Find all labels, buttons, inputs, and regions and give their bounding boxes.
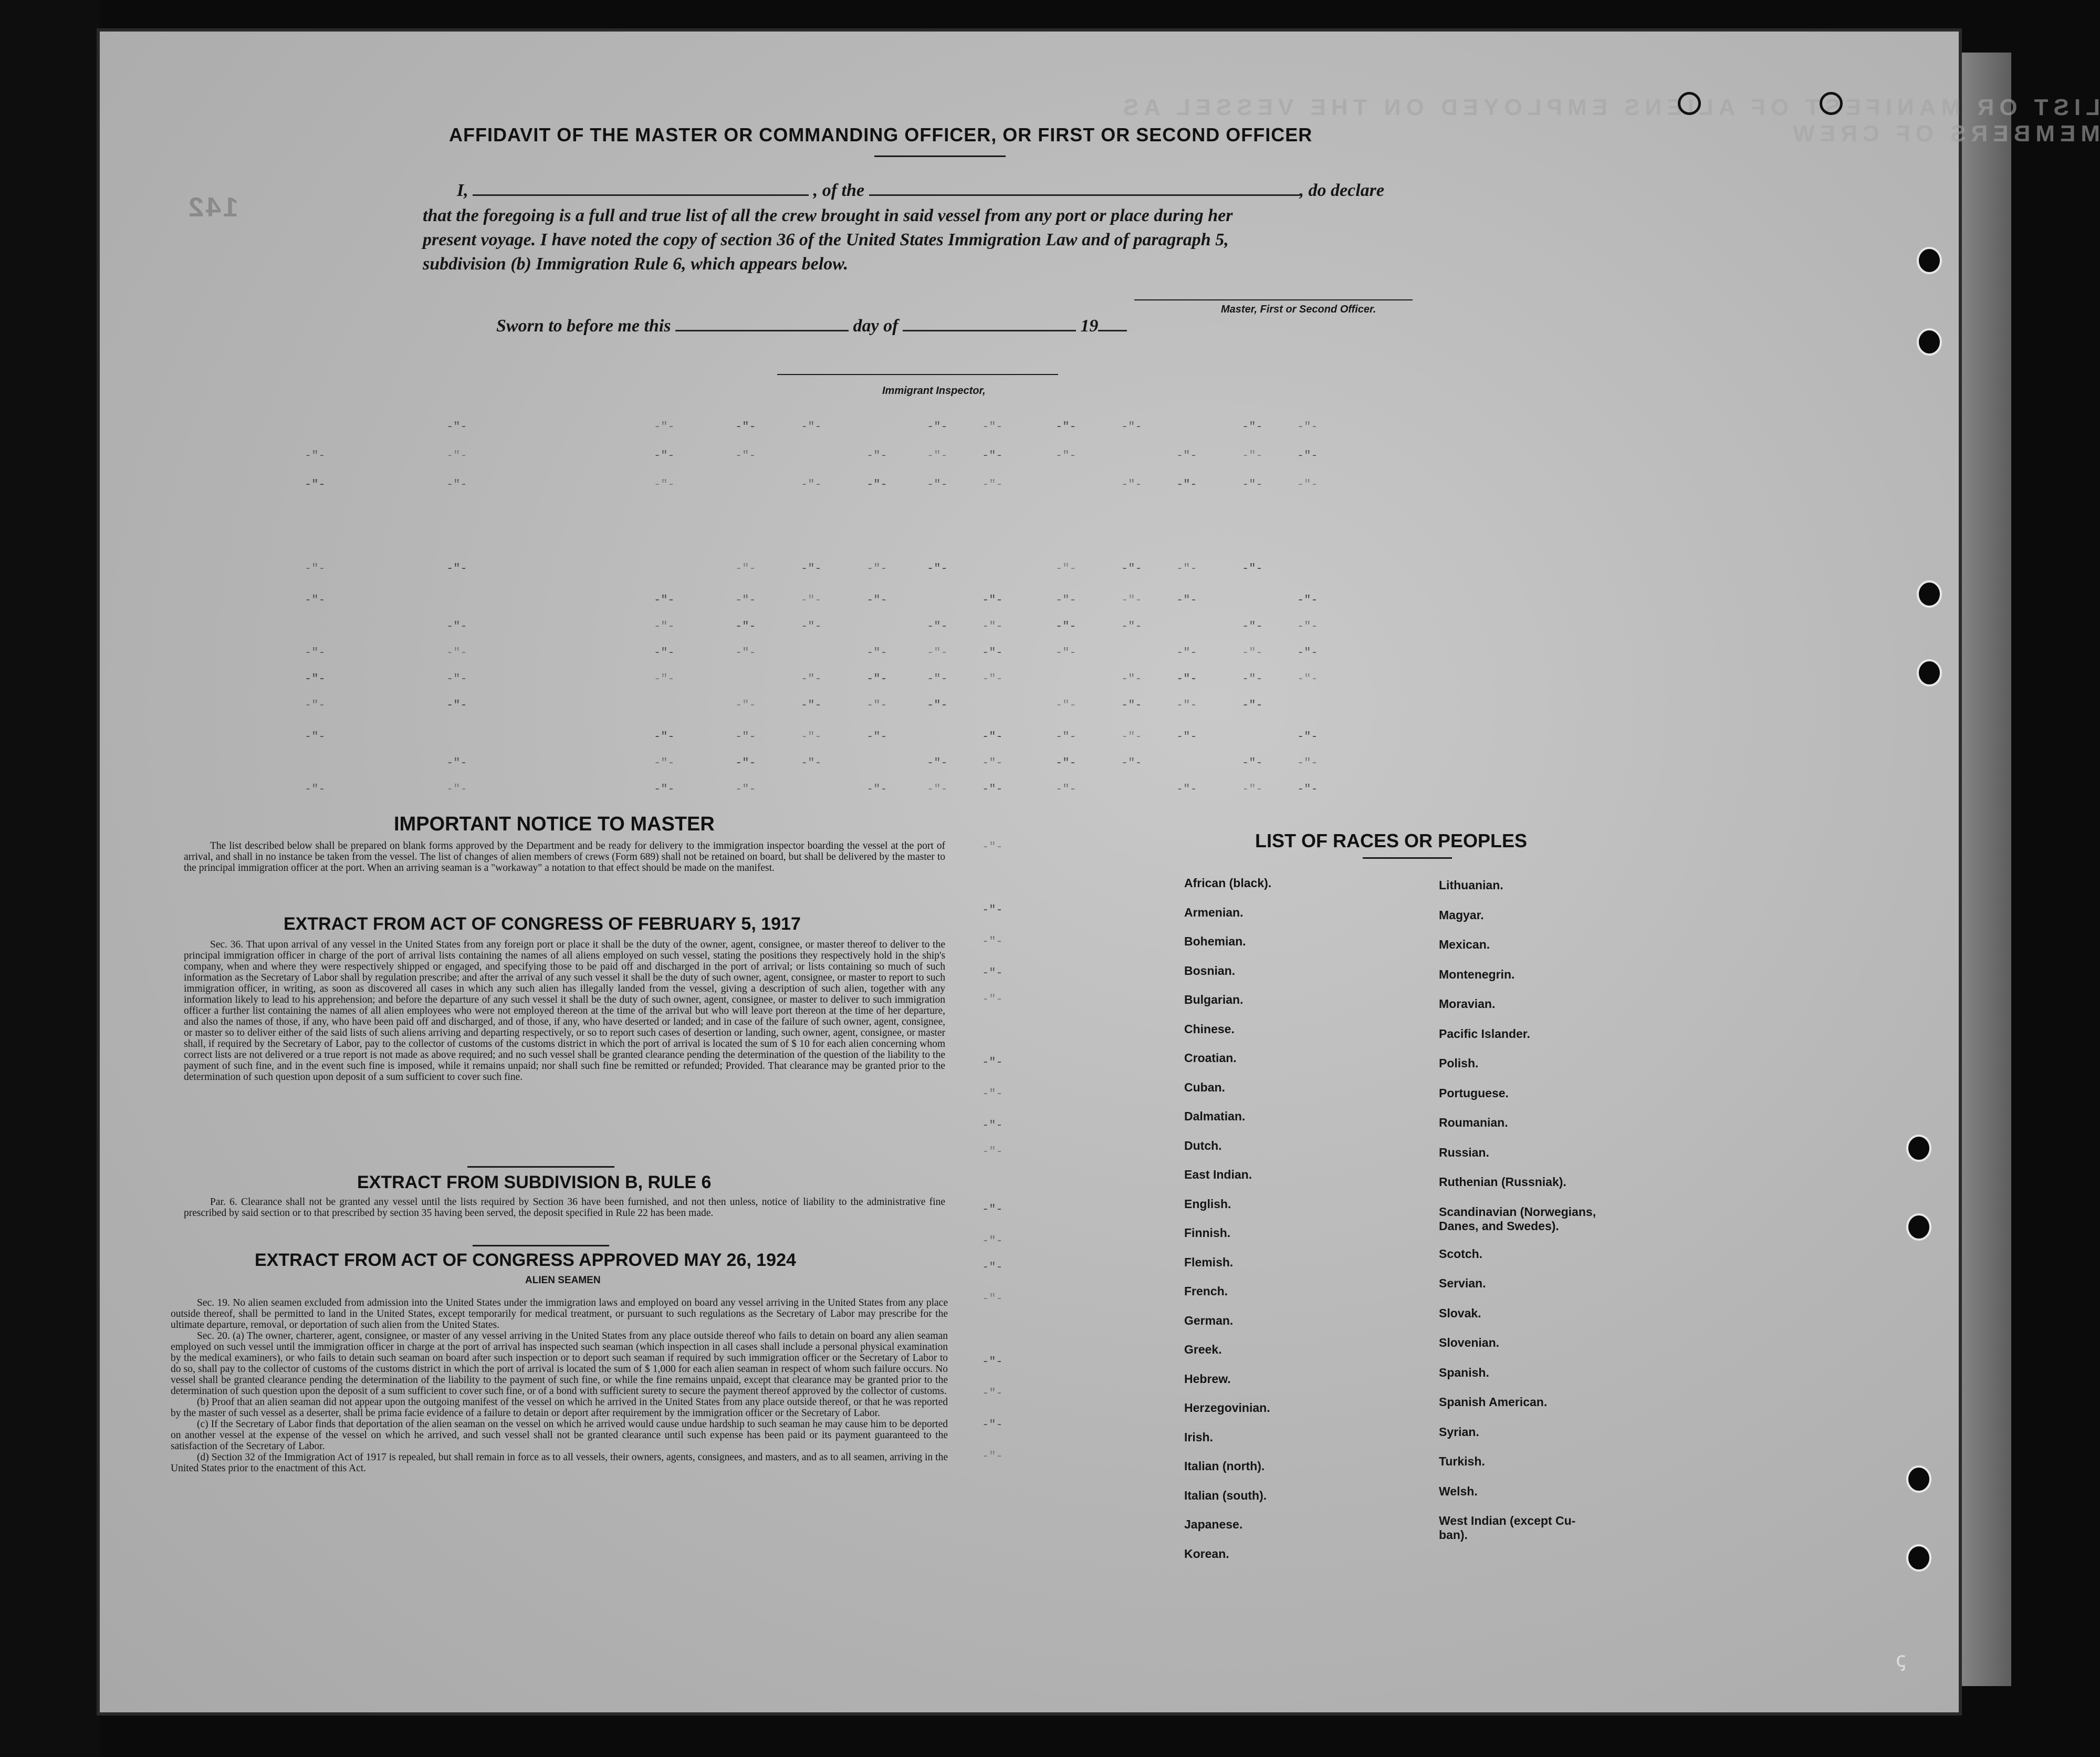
notice-text bbox=[184, 840, 945, 874]
race-entry: Dalmatian. bbox=[1184, 1109, 1246, 1123]
ditto-mark: -"- bbox=[1176, 478, 1197, 491]
ditto-mark: -"- bbox=[305, 730, 326, 743]
binder-hole bbox=[1917, 247, 1942, 274]
declaration-first-line bbox=[457, 179, 1418, 203]
ditto-mark: -"- bbox=[1121, 756, 1142, 770]
ditto-mark: -"- bbox=[735, 620, 756, 633]
year-prefix: 19 bbox=[1080, 316, 1099, 336]
ditto-mark: -"- bbox=[1176, 699, 1197, 712]
ditto-mark: -"- bbox=[305, 699, 326, 712]
race-entry: German. bbox=[1184, 1313, 1234, 1327]
race-entry: Mexican. bbox=[1439, 938, 1490, 951]
binder-hole bbox=[1906, 1544, 1931, 1572]
ditto-mark: -"- bbox=[654, 730, 675, 743]
ditto-mark: -"- bbox=[982, 1387, 1003, 1400]
alien-seamen-subtitle: ALIEN SEAMEN bbox=[525, 1275, 601, 1286]
ditto-mark: -"- bbox=[866, 478, 887, 491]
ditto-mark: -"- bbox=[866, 672, 887, 685]
declarant-label: I, bbox=[457, 181, 468, 200]
ditto-mark: -"- bbox=[982, 1234, 1003, 1247]
declarant-name-blank[interactable] bbox=[473, 180, 809, 196]
inspector-caption: Immigrant Inspector, bbox=[882, 385, 986, 397]
binder-ring-mark bbox=[1678, 92, 1701, 115]
ditto-mark: -"- bbox=[446, 478, 467, 491]
ditto-mark: -"- bbox=[446, 783, 467, 796]
binder-hole bbox=[1906, 1465, 1931, 1493]
ditto-mark: -"- bbox=[1056, 783, 1077, 796]
title-underline bbox=[874, 155, 1006, 157]
ditto-mark: -"- bbox=[982, 1261, 1003, 1274]
ditto-mark: -"- bbox=[305, 478, 326, 491]
ditto-mark: -"- bbox=[654, 783, 675, 796]
ditto-mark: -"- bbox=[927, 756, 948, 770]
ditto-mark: -"- bbox=[801, 594, 822, 607]
master-signature-line bbox=[1134, 299, 1413, 300]
race-entry: Italian (north). bbox=[1184, 1459, 1265, 1473]
ditto-mark: -"- bbox=[1121, 594, 1142, 607]
race-entry: ban). bbox=[1439, 1528, 1468, 1542]
section-divider bbox=[473, 1245, 609, 1246]
ditto-mark: -"- bbox=[982, 594, 1003, 607]
race-entry: Finnish. bbox=[1184, 1226, 1231, 1240]
ditto-mark: -"- bbox=[866, 449, 887, 462]
ditto-mark: -"- bbox=[866, 646, 887, 659]
race-entry: West Indian (except Cu- bbox=[1439, 1514, 1576, 1527]
show-through-margin-number: 142 bbox=[186, 192, 238, 223]
ditto-mark: -"- bbox=[1056, 699, 1077, 712]
ditto-mark: -"- bbox=[1297, 730, 1318, 743]
ditto-mark: -"- bbox=[982, 966, 1003, 980]
ditto-mark: -"- bbox=[446, 756, 467, 770]
ditto-mark: -"- bbox=[982, 935, 1003, 948]
race-entry: Magyar. bbox=[1439, 908, 1484, 922]
ditto-mark: -"- bbox=[982, 730, 1003, 743]
declaration-text bbox=[423, 204, 1420, 276]
ditto-mark: -"- bbox=[866, 594, 887, 607]
ditto-mark: -"- bbox=[654, 646, 675, 659]
ditto-mark: -"- bbox=[1242, 478, 1263, 491]
ditto-mark: -"- bbox=[982, 1292, 1003, 1305]
ditto-mark: -"- bbox=[982, 672, 1003, 685]
corner-mark: ꞔ bbox=[1896, 1648, 1906, 1671]
ditto-mark: -"- bbox=[1297, 449, 1318, 462]
race-entry: Russian. bbox=[1439, 1145, 1489, 1159]
ditto-mark: -"- bbox=[982, 478, 1003, 491]
ditto-mark: -"- bbox=[1297, 420, 1318, 433]
section-20d-paragraph: (d) Section 32 of the Immigration Act of 1917 is repealed, but shall remain in force as to all vessels, their owners, agents, consignees, and masters, and as to all seamen, arriving in the United States prior to the enactment of this Act. bbox=[171, 1452, 948, 1474]
day-of-label: day of bbox=[853, 316, 898, 336]
race-entry: Ruthenian (Russniak). bbox=[1439, 1175, 1566, 1189]
ditto-mark: -"- bbox=[1121, 699, 1142, 712]
binder-hole bbox=[1917, 580, 1942, 608]
race-entry: Hebrew. bbox=[1184, 1371, 1231, 1386]
race-entry: Lithuanian. bbox=[1439, 878, 1503, 892]
binder-hole bbox=[1917, 659, 1942, 687]
extract-1924-title: EXTRACT FROM ACT OF CONGRESS APPROVED MAY 26, 1924 bbox=[255, 1250, 796, 1270]
ditto-mark: -"- bbox=[735, 783, 756, 796]
ditto-mark: -"- bbox=[446, 672, 467, 685]
ditto-mark: -"- bbox=[982, 783, 1003, 796]
ditto-mark: -"- bbox=[982, 1056, 1003, 1069]
ditto-mark: -"- bbox=[982, 420, 1003, 433]
race-entry: English. bbox=[1184, 1197, 1231, 1211]
ditto-mark: -"- bbox=[801, 562, 822, 575]
race-entry: Servian. bbox=[1439, 1276, 1486, 1290]
ditto-mark: -"- bbox=[982, 1203, 1003, 1216]
ditto-mark: -"- bbox=[801, 620, 822, 633]
sworn-day-blank[interactable] bbox=[675, 315, 849, 331]
sworn-line bbox=[496, 314, 1127, 338]
ditto-mark: -"- bbox=[927, 478, 948, 491]
ditto-mark: -"- bbox=[654, 449, 675, 462]
section-19-paragraph: Sec. 19. No alien seamen excluded from admission into the United States under the immigration laws and employed on board any vessel arriving in the United States from any place outside thereof, shall be permitted to land in the United States, except temporarily for medical treatment, or pursuant to such regulations as the Secretary of Labor may prescribe for the ultimate departure, removal, or deportation of such alien from the United States. bbox=[171, 1297, 948, 1330]
ditto-mark: -"- bbox=[735, 756, 756, 770]
race-entry: Korean. bbox=[1184, 1546, 1229, 1561]
ditto-mark: -"- bbox=[982, 1145, 1003, 1158]
ditto-mark: -"- bbox=[801, 672, 822, 685]
ditto-mark: -"- bbox=[305, 449, 326, 462]
race-entry: East Indian. bbox=[1184, 1168, 1252, 1181]
extract-1917-title: EXTRACT FROM ACT OF CONGRESS OF FEBRUARY 5, 1917 bbox=[284, 914, 801, 934]
ditto-mark: -"- bbox=[1176, 449, 1197, 462]
ditto-mark: -"- bbox=[982, 1119, 1003, 1132]
section-20b-paragraph: (b) Proof that an alien seaman did not appear upon the outgoing manifest of the vessel on which he arrived in the United States from any place outside thereof, or that he was reported by the master of such vessel as a deserter, shall be prima facie evidence of a failure to detain or deport after requirement by the immigration officer or the Secretary of Labor. bbox=[171, 1397, 948, 1419]
ditto-mark: -"- bbox=[1242, 562, 1263, 575]
race-entry: Scotch. bbox=[1439, 1246, 1483, 1261]
notice-paragraph: The list described below shall be prepared on blank forms approved by the Department and be ready for delivery to the immigration inspector boarding the vessel at the port of arrival, and shall in no instance be taken from the vessel. The list of changes of alien members of crews (Form 689) shall not be retained on board, but shall be delivered by the master to the principal immigration officer at the port. When an arriving seaman is a "workaway" a notation to that effect should be made on the manifest. bbox=[184, 840, 945, 874]
scanner-background-left bbox=[0, 0, 100, 1757]
declaration-line: that the foregoing is a full and true list of all the crew brought in said vessel from any port or place during her bbox=[423, 206, 1233, 225]
ditto-mark: -"- bbox=[735, 449, 756, 462]
sworn-month-blank[interactable] bbox=[903, 315, 1076, 331]
ditto-mark: -"- bbox=[735, 562, 756, 575]
race-entry: Montenegrin. bbox=[1439, 967, 1515, 981]
ditto-mark: -"- bbox=[982, 1087, 1003, 1100]
ditto-mark: -"- bbox=[446, 646, 467, 659]
race-entry: Roumanian. bbox=[1439, 1116, 1508, 1129]
ditto-mark: -"- bbox=[446, 620, 467, 633]
ditto-mark: -"- bbox=[982, 903, 1003, 917]
ditto-mark: -"- bbox=[1297, 756, 1318, 770]
ditto-mark: -"- bbox=[1121, 730, 1142, 743]
ditto-mark: -"- bbox=[982, 1418, 1003, 1431]
sworn-year-blank[interactable] bbox=[1098, 315, 1127, 331]
ditto-mark: -"- bbox=[1297, 672, 1318, 685]
ditto-mark: -"- bbox=[801, 420, 822, 433]
race-entry: Welsh. bbox=[1439, 1484, 1478, 1498]
section-20a-paragraph: Sec. 20. (a) The owner, charterer, agent, consignee, or master of any vessel arriving in the United States from any place outside thereof who fails to detain on board any alien seaman employed on such vessel until the immigration officer in charge at the port of arrival has inspected such seaman (which inspection in all cases shall include a personal physical examination by the medical examiners), or who fails to detain such seaman on board after such inspection or to deport such seaman if required by such immigration officer or the Secretary of Labor to do so, shall pay to the collector of customs of the customs district in which the port of arrival is located the sum of $ 1,000 for each alien seaman in respect of whom such failure occurs. No vessel shall be granted clearance pending the determination of the liability to the payment of such fine, or while the fine remains unpaid, except that clearance may be granted prior to the determination of such question upon the deposit of a sum sufficient to cover such fine, or of a bond with sufficient surety to secure the payment thereof approved by the collector of customs. bbox=[171, 1330, 948, 1397]
race-entry: Flemish. bbox=[1184, 1255, 1234, 1269]
ditto-mark: -"- bbox=[446, 420, 467, 433]
race-entry: Bohemian. bbox=[1184, 934, 1246, 948]
ditto-mark: -"- bbox=[1121, 562, 1142, 575]
ditto-mark: -"- bbox=[735, 730, 756, 743]
races-title-underline bbox=[1363, 857, 1452, 859]
ditto-mark: -"- bbox=[927, 420, 948, 433]
ditto-mark: -"- bbox=[654, 756, 675, 770]
binder-hole bbox=[1906, 1213, 1931, 1241]
ditto-mark: -"- bbox=[446, 562, 467, 575]
ditto-mark: -"- bbox=[305, 672, 326, 685]
declaration-line: present voyage. I have noted the copy of section 36 of the United States Immigration Law and of paragraph 5, bbox=[423, 230, 1229, 249]
ditto-mark: -"- bbox=[927, 449, 948, 462]
ditto-mark: -"- bbox=[305, 783, 326, 796]
ditto-mark: -"- bbox=[654, 420, 675, 433]
binder-hole bbox=[1906, 1135, 1931, 1162]
ditto-mark: -"- bbox=[1176, 730, 1197, 743]
races-list-title: LIST OF RACES OR PEOPLES bbox=[1255, 830, 1528, 851]
race-entry: Slovak. bbox=[1439, 1306, 1481, 1320]
ditto-mark: -"- bbox=[1242, 620, 1263, 633]
ditto-mark: -"- bbox=[866, 783, 887, 796]
section-20c-paragraph: (c) If the Secretary of Labor finds that deportation of the alien seaman on the vessel on which he arrived would cause undue hardship to such seaman he may cause him to be deported on another vessel at the expense of the vessel on which he arrived, and such vessel shall not be granted clearance until such expense has been paid or its payment guaranteed to the satisfaction of the Secretary of Labor. bbox=[171, 1419, 948, 1452]
ditto-mark: -"- bbox=[305, 594, 326, 607]
ditto-mark: -"- bbox=[1242, 699, 1263, 712]
ditto-mark: -"- bbox=[1056, 449, 1077, 462]
ditto-mark: -"- bbox=[1242, 449, 1263, 462]
race-entry: Syrian. bbox=[1439, 1425, 1479, 1439]
ditto-mark: -"- bbox=[1056, 620, 1077, 633]
ditto-mark: -"- bbox=[801, 478, 822, 491]
ditto-mark: -"- bbox=[1242, 756, 1263, 770]
section-36-paragraph: Sec. 36. That upon arrival of any vessel in the United States from any foreign port or place it shall be the duty of the owner, agent, consignee, or master thereof to deliver to the principal immigration officer in charge of the port of arrival lists containing the names of all aliens employed on such vessel, stating the positions they respectively hold in the ship's company, when and where they were respectively shipped or engaged, and specifying those to be paid off and discharged in the port of arrival; or lists containing so much of such information as the Secretary of Labor shall by regulation prescribe; and after the arrival of any such vessel it shall be the duty of such owner, agent, consignee, or master to report to such immigration officer, in writing, as soon as discovered all cases in which any such alien has illegally landed from the vessel, giving a description of such alien, together with any information likely to lead to his apprehension; and before the departure of any such vessel it shall be the duty of such owner, agent, consignee, or master to deliver to such immigration officer a further list containing the names of all alien employees who were not employed thereon at the time of the arrival but who will leave port thereon at the time of her departure, and also the names of those, if any, who have been paid off and discharged, and of those, if any, who have deserted or landed; and in case of the failure of such owner, agent, consignee, or master so to deliver either of the said lists of such aliens arriving and departing respectively, or so to report such cases of desertion or landing, such owner, agent, consignee, or master shall, if required by the Secretary of Labor, pay to the collector of customs of the customs district in which the port of arrival is located the sum of $ 10 for each alien concerning whom correct lists are not delivered or a true report is not made as above required; and no such vessel shall be granted clearance pending the determination of the question of the liability to the payment of such fine, and in the event such fine is imposed, while it remains unpaid; nor shall such fine be remitted or refunded; Provided. That clearance may be granted prior to the determination of such question upon deposit of a sum sufficient to cover such fine. bbox=[184, 939, 945, 1083]
rule-6-title: EXTRACT FROM SUBDIVISION B, RULE 6 bbox=[357, 1172, 712, 1192]
race-entry: Polish. bbox=[1439, 1056, 1479, 1070]
ditto-mark: -"- bbox=[982, 449, 1003, 462]
show-through-header: LIST OR MANIFEST OF ALIENS EMPLOYED ON THE VESSEL AS MEMBERS OF CREW bbox=[1117, 95, 2100, 147]
ditto-mark: -"- bbox=[801, 699, 822, 712]
ditto-mark: -"- bbox=[801, 756, 822, 770]
ditto-mark: -"- bbox=[982, 993, 1003, 1006]
race-entry: French. bbox=[1184, 1284, 1228, 1298]
notice-title: IMPORTANT NOTICE TO MASTER bbox=[394, 813, 715, 835]
ditto-mark: -"- bbox=[305, 562, 326, 575]
ditto-mark: -"- bbox=[1121, 420, 1142, 433]
ditto-mark: -"- bbox=[654, 620, 675, 633]
ditto-mark: -"- bbox=[982, 646, 1003, 659]
ditto-mark: -"- bbox=[982, 756, 1003, 770]
ditto-mark: -"- bbox=[654, 594, 675, 607]
binder-hole bbox=[1917, 328, 1942, 356]
ditto-mark: -"- bbox=[1056, 756, 1077, 770]
ditto-mark: -"- bbox=[446, 449, 467, 462]
race-entry: Moravian. bbox=[1439, 997, 1496, 1011]
ditto-mark: -"- bbox=[1297, 646, 1318, 659]
ditto-mark: -"- bbox=[735, 594, 756, 607]
race-entry: Slovenian. bbox=[1439, 1336, 1500, 1349]
ditto-mark: -"- bbox=[1056, 594, 1077, 607]
ditto-mark: -"- bbox=[1056, 646, 1077, 659]
ditto-mark: -"- bbox=[927, 562, 948, 575]
race-entry: Herzegovinian. bbox=[1184, 1401, 1270, 1415]
ditto-mark: -"- bbox=[866, 562, 887, 575]
ditto-mark: -"- bbox=[982, 1355, 1003, 1368]
race-entry: Turkish. bbox=[1439, 1454, 1485, 1468]
ditto-mark: -"- bbox=[927, 646, 948, 659]
ditto-mark: -"- bbox=[446, 699, 467, 712]
race-entry: African (black). bbox=[1184, 876, 1272, 890]
ditto-mark: -"- bbox=[1242, 420, 1263, 433]
ditto-mark: -"- bbox=[1176, 783, 1197, 796]
ditto-mark: -"- bbox=[982, 840, 1003, 854]
ditto-mark: -"- bbox=[1056, 562, 1077, 575]
ditto-mark: -"- bbox=[1242, 672, 1263, 685]
ditto-mark: -"- bbox=[1121, 672, 1142, 685]
race-entry: Spanish. bbox=[1439, 1365, 1489, 1379]
declare-label: , do declare bbox=[1299, 181, 1384, 200]
race-entry: Croatian. bbox=[1184, 1051, 1237, 1065]
race-entry: Danes, and Swedes). bbox=[1439, 1219, 1559, 1233]
affidavit-title: AFFIDAVIT OF THE MASTER OR COMMANDING OFFICER, OR FIRST OR SECOND OFFICER bbox=[449, 124, 1313, 145]
ditto-mark: -"- bbox=[982, 1450, 1003, 1463]
race-entry: Irish. bbox=[1184, 1430, 1213, 1444]
rule-6-paragraph: Par. 6. Clearance shall not be granted any vessel until the lists required by Section 36 have been furnished, and not then unless, notice of liability to the administrative fine prescribed by said section or to that prescribed by section 35 having been served, the deposit specified in Rule 22 has been made. bbox=[184, 1197, 945, 1219]
vessel-name-blank[interactable] bbox=[869, 180, 1300, 196]
race-entry: Bosnian. bbox=[1184, 963, 1236, 978]
ditto-mark: -"- bbox=[1297, 620, 1318, 633]
ditto-mark: -"- bbox=[801, 730, 822, 743]
race-entry: Spanish American. bbox=[1439, 1395, 1548, 1409]
master-signature-caption: Master, First or Second Officer. bbox=[1221, 304, 1376, 315]
race-entry: Portuguese. bbox=[1439, 1086, 1509, 1100]
race-entry: Dutch. bbox=[1184, 1138, 1222, 1152]
race-entry: Cuban. bbox=[1184, 1080, 1225, 1094]
ditto-mark: -"- bbox=[735, 420, 756, 433]
extract-1917-text bbox=[184, 939, 945, 1083]
ditto-mark: -"- bbox=[1121, 478, 1142, 491]
rule-6-text bbox=[184, 1197, 945, 1219]
ditto-mark: -"- bbox=[654, 478, 675, 491]
race-entry: Bulgarian. bbox=[1184, 993, 1244, 1006]
ditto-mark: -"- bbox=[1176, 594, 1197, 607]
ditto-mark: -"- bbox=[1242, 783, 1263, 796]
ditto-mark: -"- bbox=[1121, 620, 1142, 633]
ditto-mark: -"- bbox=[927, 699, 948, 712]
ditto-mark: -"- bbox=[1176, 562, 1197, 575]
ditto-mark: -"- bbox=[1242, 646, 1263, 659]
declaration-line: subdivision (b) Immigration Rule 6, which appears below. bbox=[423, 254, 849, 274]
ditto-mark: -"- bbox=[305, 646, 326, 659]
ditto-mark: -"- bbox=[654, 672, 675, 685]
race-entry: Armenian. bbox=[1184, 905, 1244, 919]
ditto-mark: -"- bbox=[1056, 730, 1077, 743]
ditto-mark: -"- bbox=[982, 620, 1003, 633]
ditto-mark: -"- bbox=[735, 699, 756, 712]
sworn-label: Sworn to before me this bbox=[496, 316, 671, 336]
ditto-mark: -"- bbox=[927, 672, 948, 685]
ditto-mark: -"- bbox=[866, 699, 887, 712]
section-divider bbox=[467, 1166, 614, 1168]
ditto-mark: -"- bbox=[1176, 646, 1197, 659]
ditto-mark: -"- bbox=[1176, 672, 1197, 685]
ditto-mark: -"- bbox=[866, 730, 887, 743]
vessel-label: , of the bbox=[813, 181, 865, 200]
binder-ring-mark bbox=[1820, 92, 1843, 115]
race-entry: Pacific Islander. bbox=[1439, 1026, 1530, 1041]
ditto-mark: -"- bbox=[927, 620, 948, 633]
race-entry: Greek. bbox=[1184, 1343, 1222, 1356]
inspector-signature-line bbox=[777, 374, 1058, 375]
extract-1924-text bbox=[171, 1297, 948, 1474]
ditto-mark: -"- bbox=[1297, 783, 1318, 796]
ditto-mark: -"- bbox=[1297, 478, 1318, 491]
ditto-mark: -"- bbox=[1297, 594, 1318, 607]
race-entry: Scandinavian (Norwegians, bbox=[1439, 1204, 1596, 1219]
ditto-mark: -"- bbox=[1056, 420, 1077, 433]
race-entry: Chinese. bbox=[1184, 1022, 1235, 1036]
ditto-mark: -"- bbox=[735, 646, 756, 659]
ditto-mark: -"- bbox=[927, 783, 948, 796]
race-entry: Italian (south). bbox=[1184, 1488, 1267, 1502]
race-entry: Japanese. bbox=[1184, 1517, 1243, 1531]
